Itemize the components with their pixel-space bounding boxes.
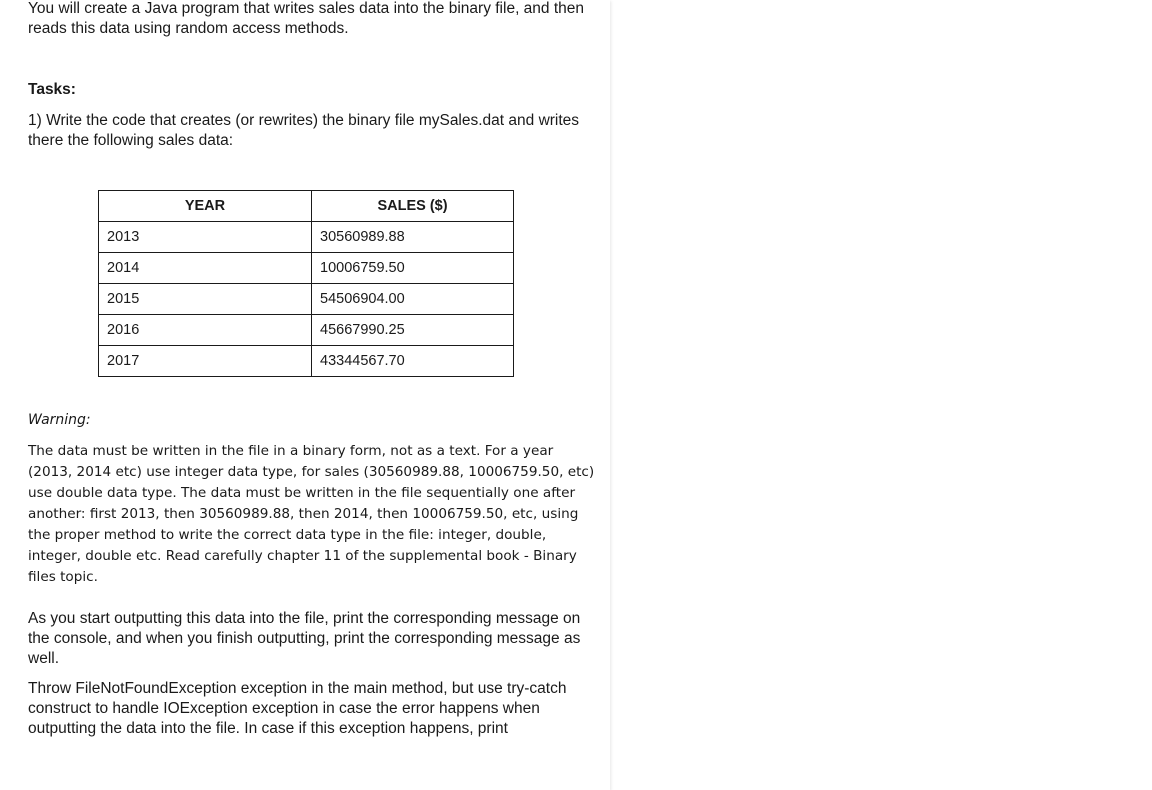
year-cell: 2017 <box>99 346 312 377</box>
year-cell: 2015 <box>99 284 312 315</box>
intro-paragraph: You will create a Java program that writes sales data into the binary file, and then reads this data using random access methods. <box>28 0 585 37</box>
sales-cell: 45667990.25 <box>312 315 514 346</box>
year-header: YEAR <box>99 191 312 222</box>
sales-header: SALES ($) <box>312 191 514 222</box>
table-row <box>99 222 514 253</box>
warning-paragraph: The data must be written in the file in a binary form, not as a text. For a year (2013, 2014 etc) use integer data type, for sales (30560989.88, 10006759.50, etc) use double data type. The data must be written in the file sequentially one after another: first 2013, then 30560989.88, then 2014, then 10006759.50, etc, using the proper method to write the correct data type in the file: integer, double, integer, double etc. Read carefully chapter 11 of the supplemental book - Binary files topic. <box>28 443 595 585</box>
tasks-heading: Tasks: <box>28 81 76 98</box>
output-message-paragraph: As you start outputting this data into the file, print the corresponding message on the console, and when you finish outputting, print the corresponding message as well. <box>28 610 581 667</box>
sales-cell: 30560989.88 <box>312 222 514 253</box>
sales-cell: 10006759.50 <box>312 253 514 284</box>
year-cell: 2016 <box>99 315 312 346</box>
year-cell: 2013 <box>99 222 312 253</box>
table-header-row <box>99 191 514 222</box>
table-row <box>99 253 514 284</box>
sales-cell: 54506904.00 <box>312 284 514 315</box>
warning-label: Warning: <box>28 412 91 428</box>
table-row <box>99 284 514 315</box>
task-1-paragraph: 1) Write the code that creates (or rewrites) the binary file mySales.dat and writes there the following sales data: <box>28 112 580 149</box>
table-row <box>99 315 514 346</box>
sales-cell: 43344567.70 <box>312 346 514 377</box>
sales-table <box>98 190 514 377</box>
year-cell: 2014 <box>99 253 312 284</box>
table-row <box>99 346 514 377</box>
exception-paragraph: Throw FileNotFoundException exception in the main method, but use try-catch construct to handle IOException exception in case the error happens when outputting the data into the file. In case if this exception happens, print <box>28 680 567 737</box>
